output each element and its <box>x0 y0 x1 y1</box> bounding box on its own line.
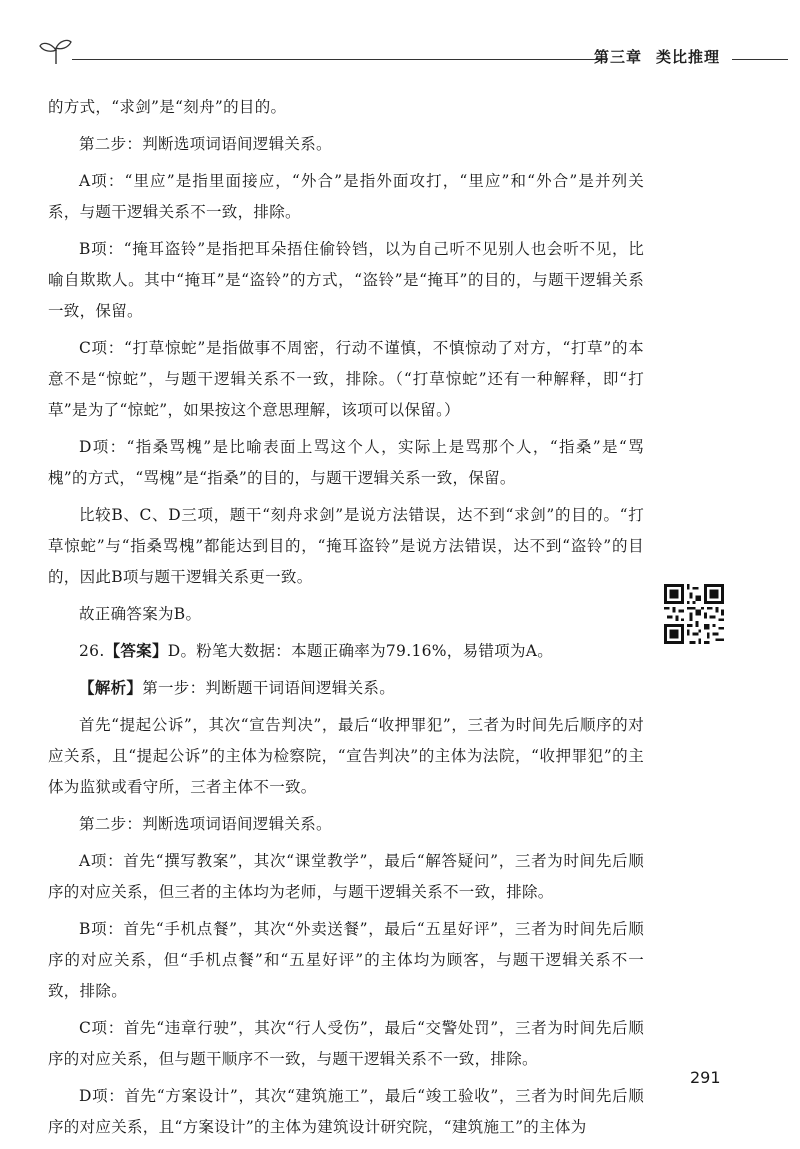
page-number: 291 <box>690 1068 721 1087</box>
header-rule-right <box>732 59 788 60</box>
paragraph: A项：“里应”是指里面接应，“外合”是指外面攻打，“里应”和“外合”是并列关系，与题干逻辑关系不一致，排除。 <box>48 172 644 221</box>
page-body <box>48 92 644 1149</box>
paragraph: B项：“掩耳盗铃”是指把耳朵捂住偷铃铛，以为自己听不见别人也会听不见，比喻自欺欺人。其中“掩耳”是“盗铃”的方式，“盗铃”是“掩耳”的目的，与题干逻辑关系一致，保留。 <box>48 240 644 320</box>
chapter-number: 第三章 <box>594 48 643 66</box>
chapter-heading <box>594 46 720 67</box>
analysis-text: 第一步：判断题干词语间逻辑关系。 <box>142 679 396 697</box>
analysis-tag: 【解析】 <box>79 679 143 697</box>
running-header <box>28 32 788 68</box>
paragraph: 第二步：判断选项词语间逻辑关系。 <box>79 135 332 153</box>
paragraph: C项：首先“违章行驶”，其次“行人受伤”，最后“交警处罚”，三者为时间先后顺序的对应关系，但与题干顺序不一致，与题干逻辑关系不一致，排除。 <box>48 1019 644 1068</box>
header-rule-left <box>72 59 606 60</box>
answer-line <box>48 636 644 667</box>
paragraph: C项：“打草惊蛇”是指做事不周密，行动不谨慎，不慎惊动了对方，“打草”的本意不是“惊蛇”，与题干逻辑关系不一致，排除。（“打草惊蛇”还有一种解释，即“打草”是为了“惊蛇”，如果按这个意思理解，该项可以保留。） <box>48 339 644 419</box>
paragraph: 的方式，“求剑”是“刻舟”的目的。 <box>48 98 287 116</box>
paragraph: A项：首先“撰写教案”，其次“课堂教学”，最后“解答疑问”，三者为时间先后顺序的对应关系，但三者的主体均为老师，与题干逻辑关系不一致，排除。 <box>48 852 644 901</box>
question-number: 26. <box>79 642 105 660</box>
paragraph: 比较B、C、D三项，题干“刻舟求剑”是说方法错误，达不到“求剑”的目的。“打草惊蛇”与“指桑骂槐”都能达到目的，“掩耳盗铃”是说方法错误，达不到“盗铃”的目的，因此B项与题干逻辑关系更一致。 <box>48 506 644 586</box>
paragraph: D项：首先“方案设计”，其次“建筑施工”，最后“竣工验收”，三者为时间先后顺序的对应关系，且“方案设计”的主体为建筑设计研究院，“建筑施工”的主体为 <box>48 1087 644 1136</box>
paragraph: B项：首先“手机点餐”，其次“外卖送餐”，最后“五星好评”，三者为时间先后顺序的对应关系，但“手机点餐”和“五星好评”的主体均为顾客，与题干逻辑关系不一致，排除。 <box>48 920 644 1000</box>
chapter-title: 类比推理 <box>656 48 721 66</box>
sprout-icon <box>36 36 76 66</box>
answer-tag: 【答案】 <box>104 642 168 660</box>
paragraph: D项：“指桑骂槐”是比喻表面上骂这个人，实际上是骂那个人，“指桑”是“骂槐”的方式，“骂槐”是“指桑”的目的，与题干逻辑关系一致，保留。 <box>48 438 644 487</box>
paragraph: 首先“提起公诉”，其次“宣告判决”，最后“收押罪犯”，三者为时间先后顺序的对应关系，且“提起公诉”的主体为检察院，“宣告判决”的主体为法院，“收押罪犯”的主体为监狱或看守所，三者主体不一致。 <box>48 716 644 796</box>
analysis-line <box>48 673 644 704</box>
paragraph: 故正确答案为B。 <box>79 605 202 623</box>
qr-code-icon[interactable] <box>664 584 724 644</box>
paragraph: 第二步：判断选项词语间逻辑关系。 <box>79 815 332 833</box>
answer-text: D。粉笔大数据：本题正确率为79.16%，易错项为A。 <box>167 642 554 660</box>
